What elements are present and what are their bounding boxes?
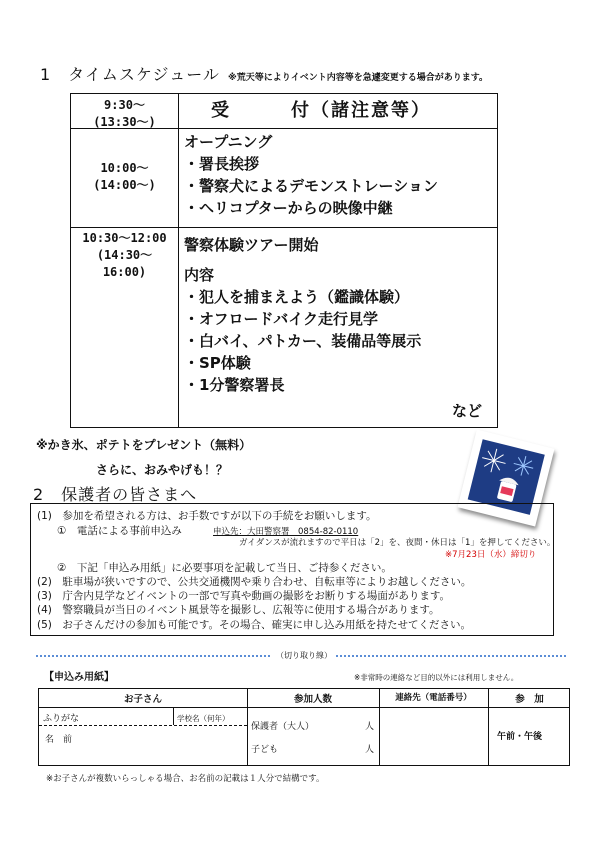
- attend-options: 午前・午後: [497, 732, 543, 742]
- deadline-note: ※7月23日（水）締切り: [445, 550, 537, 560]
- children-label: 子ども: [251, 745, 279, 755]
- notice-1: (1) 参加を希望される方は、お手数ですが以下の手続をお願いします。: [37, 510, 377, 522]
- notice-form: ② 下記「申込み用紙」に必要事項を記載して当日、ご持参ください。: [57, 562, 392, 574]
- notice-5: (5) お子さんだけの参加も可能です。その場合、確実に申し込み用紙を持たせてください。: [37, 619, 472, 631]
- gift-line2: さらに、おみやげも！？: [96, 463, 229, 477]
- etc-label: など: [452, 402, 483, 420]
- school-label: 学校名（何年）: [177, 714, 230, 723]
- notice-4: (4) 警察職員が当日のイベント風景等を撮影し、広報等に使用する場合があります。: [37, 604, 440, 616]
- time-row3: 10:30～12:00 (14:30～ 16:00): [82, 231, 167, 279]
- name-label: 名 前: [45, 735, 73, 745]
- children-unit: 人: [365, 745, 375, 755]
- notice-phone: ① 電話による事前申込み: [57, 525, 182, 537]
- furigana-label: ふりがな: [43, 714, 80, 724]
- time-row1: 9:30～ (13:30～): [93, 98, 156, 129]
- tour-contents: 内容 ・犯人を捕まえよう（鑑識体験） ・オフロードバイク走行見学 ・白バイ、パトカー、装備品等展示 ・SP体験 ・1分警察署長: [184, 266, 422, 394]
- form-note: ※非常時の連絡など目的以外には利用しません。: [354, 673, 519, 682]
- header-child: お子さん: [123, 694, 162, 705]
- schedule-table: [70, 93, 498, 428]
- header-attend: 参 加: [515, 694, 544, 705]
- opening-block: オープニング ・署長挨拶 ・警察犬によるデモンストレーション ・ヘリコプターからの映像中継: [184, 133, 438, 217]
- section2-title: 2 保護者の皆さまへ: [33, 485, 198, 504]
- section1-note: ※荒天等によりイベント内容等を急遽変更する場合があります。: [228, 73, 489, 83]
- cut-line-label: （切り取り線）: [272, 650, 336, 661]
- guardian-unit: 人: [365, 722, 375, 732]
- tour-heading: 警察体験ツアー開始: [184, 236, 319, 254]
- gift-line1: ※かき氷、ポテトをプレゼント（無料）: [36, 438, 252, 452]
- form-footnote: ※お子さんが複数いらっしゃる場合、お名前の記載は１人分で結構です。: [46, 774, 325, 784]
- form-title: 【申込み用紙】: [44, 672, 114, 683]
- header-count: 参加人数: [293, 694, 332, 705]
- header-contact: 連絡先（電話番号）: [395, 693, 472, 703]
- guardian-notice-box: [30, 503, 554, 636]
- application-form: [38, 688, 570, 766]
- section1-title: 1 タイムスケジュール: [40, 65, 220, 84]
- time-row2: 10:00～ (14:00～): [93, 161, 156, 192]
- notice-2: (2) 駐車場が狭いですので、公共交通機関や乗り合わせ、自転車等によりお越しください。: [37, 576, 472, 588]
- notice-phone-number: 申込先：大田警察署 0854-82-0110: [213, 527, 359, 537]
- notice-guidance: ガイダンスが流れますので平日は「2」を、夜間・休日は「1」を押してください。: [239, 538, 556, 548]
- notice-3: (3) 庁舎内見学などイベントの一部で写真や動画の撮影をお断りする場面があります。: [37, 590, 451, 602]
- guardian-label: 保護者（大人）: [251, 722, 315, 732]
- reception-label: 受 付（諸注意等）: [211, 100, 431, 121]
